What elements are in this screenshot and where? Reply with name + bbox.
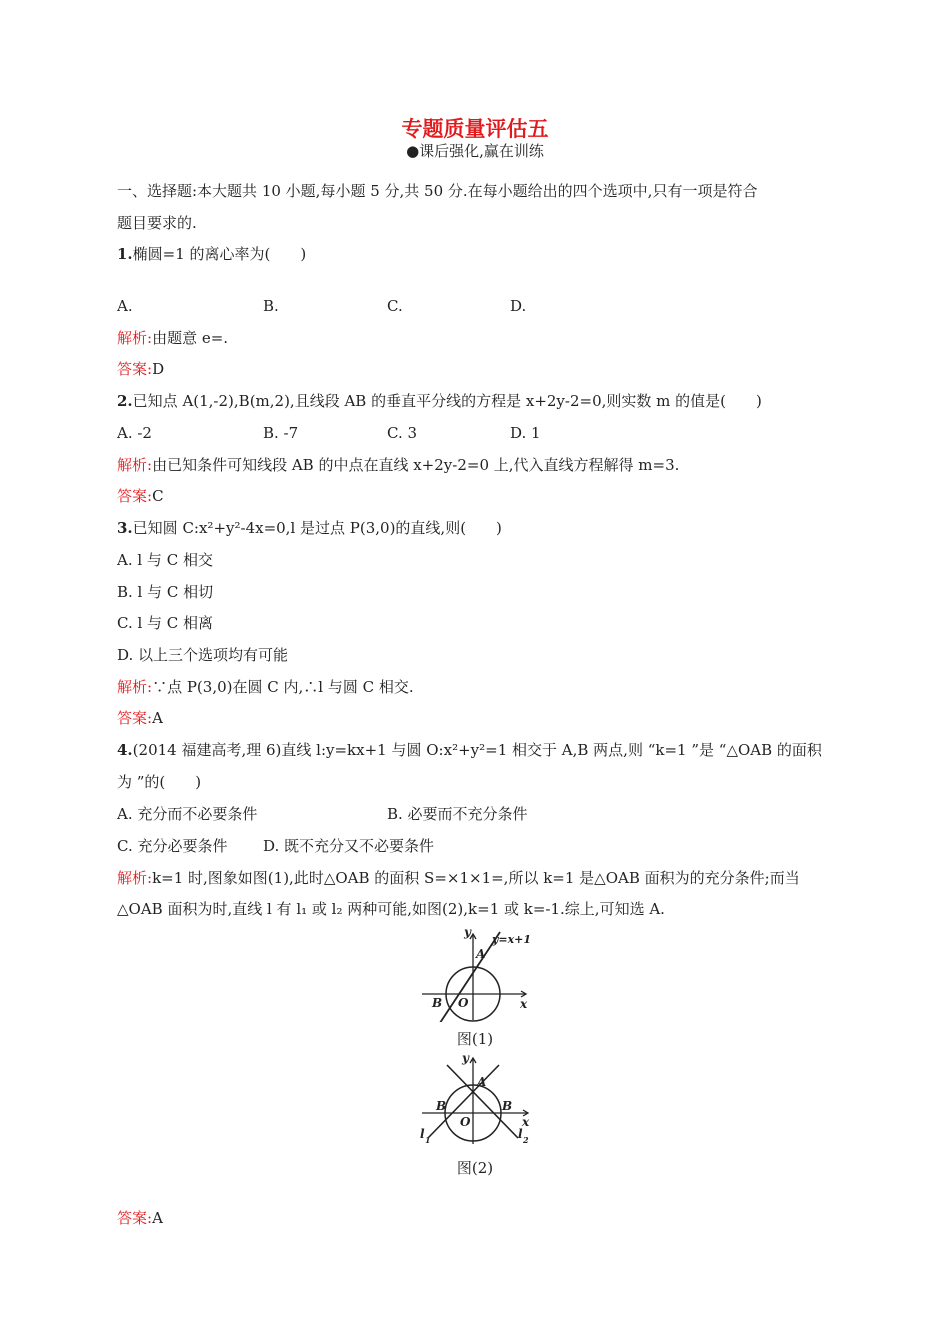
fig1-label-b: B xyxy=(432,996,443,1010)
q2-analysis-label: 解析: xyxy=(117,456,153,474)
q3-answer xyxy=(117,708,163,728)
q4-option-c: C. 充分必要条件 xyxy=(117,837,228,855)
q4-stem-text: (2014 福建高考,理 6)直线 l:y=kx+1 与圆 O:x²+y²=1 相交于 A,B 两点,则 “k=1 ”是 “△OAB 的面积 xyxy=(132,741,822,759)
q2-stem xyxy=(117,391,762,411)
q3-option-b: B. l 与 C 相切 xyxy=(117,583,214,601)
q3-option-d: D. 以上三个选项均有可能 xyxy=(117,646,289,664)
q1-answer xyxy=(117,359,164,379)
q3-option-a: A. l 与 C 相交 xyxy=(117,551,213,569)
q4-answer-label: 答案: xyxy=(117,1209,153,1227)
fig1-label-line: y=x+1 xyxy=(492,933,532,946)
q3-analysis xyxy=(117,677,414,697)
q1-analysis-text: 由题意 e=. xyxy=(152,329,229,347)
q1-analysis xyxy=(117,328,228,348)
q4-analysis-label: 解析: xyxy=(117,869,153,887)
q4-answer xyxy=(117,1208,163,1228)
q4-stem-line-1 xyxy=(117,740,822,760)
q2-answer-label: 答案: xyxy=(117,487,153,505)
q1-number: 1. xyxy=(117,245,133,263)
q2-option-b: B. -7 xyxy=(263,424,299,442)
q2-number: 2. xyxy=(117,392,133,410)
q2-answer xyxy=(117,486,164,506)
q2-analysis xyxy=(117,455,679,475)
fig1-label-x: x xyxy=(520,997,528,1011)
q4-answer-value: A xyxy=(152,1209,163,1227)
q1-option-d: D. xyxy=(510,297,527,315)
fig2-label-y: y xyxy=(462,1054,469,1065)
q4-option-b: B. 必要而不充分条件 xyxy=(387,805,528,823)
fig2-label-l1-sub: 1 xyxy=(425,1135,431,1145)
q2-stem-text: 已知点 A(1,-2),B(m,2),且线段 AB 的垂直平分线的方程是 x+2y-2=0,则实数 m 的值是( ) xyxy=(132,392,762,410)
figure-1-caption: 图(1) xyxy=(456,1030,494,1048)
q4-analysis-line-2: △OAB 面积为时,直线 l 有 l₁ 或 l₂ 两种可能,如图(2),k=1 或 k=-1.综上,可知选 A. xyxy=(117,900,665,918)
q1-stem xyxy=(117,244,306,264)
fig1-label-a: A xyxy=(476,947,486,961)
page-title: 专题质量评估五 xyxy=(401,117,549,141)
q4-analysis-text-1: k=1 时,图象如图(1),此时△OAB 的面积 S=×1×1=,所以 k=1 是△OAB 面积为的充分条件;而当 xyxy=(152,869,800,887)
fig2-label-a: A xyxy=(477,1075,487,1089)
q1-analysis-label: 解析: xyxy=(117,329,153,347)
q4-option-a: A. 充分而不必要条件 xyxy=(117,805,258,823)
q4-stem-line-2: 为 ”的( ) xyxy=(117,773,202,791)
q3-answer-value: A xyxy=(152,709,163,727)
figure-1 xyxy=(418,926,532,1022)
fig2-label-l1: l xyxy=(420,1127,425,1141)
fig1-label-y: y xyxy=(464,926,471,939)
fig2-label-o: O xyxy=(460,1115,471,1129)
q3-answer-label: 答案: xyxy=(117,709,153,727)
intro-line-1: 一、选择题:本大题共 10 小题,每小题 5 分,共 50 分.在每小题给出的四个选项中,只有一项是符合 xyxy=(117,182,758,200)
q1-answer-value: D xyxy=(152,360,165,378)
q4-analysis-line-1 xyxy=(117,868,800,888)
figure-2 xyxy=(416,1054,534,1146)
fig2-label-b-left: B xyxy=(436,1099,447,1113)
q1-answer-label: 答案: xyxy=(117,360,153,378)
fig2-label-l2-sub: 2 xyxy=(523,1135,529,1145)
fig2-label-x: x xyxy=(522,1115,530,1129)
q1-option-c: C. xyxy=(387,297,403,315)
q1-option-a: A. xyxy=(117,297,133,315)
q3-analysis-text: ∵点 P(3,0)在圆 C 内,∴l 与圆 C 相交. xyxy=(152,678,414,696)
q1-stem-text: 椭圆=1 的离心率为( ) xyxy=(132,245,307,263)
q4-number: 4. xyxy=(117,741,133,759)
fig2-label-l2: l xyxy=(518,1127,523,1141)
q1-option-b: B. xyxy=(263,297,279,315)
fig2-label-b-right: B xyxy=(502,1099,513,1113)
figure-2-caption: 图(2) xyxy=(456,1159,494,1177)
q2-option-a: A. -2 xyxy=(117,424,152,442)
q3-option-c: C. l 与 C 相离 xyxy=(117,614,214,632)
q2-analysis-text: 由已知条件可知线段 AB 的中点在直线 x+2y-2=0 上,代入直线方程解得 m=3. xyxy=(152,456,680,474)
q2-option-d: D. 1 xyxy=(510,424,541,442)
q2-option-c: C. 3 xyxy=(387,424,418,442)
q2-answer-value: C xyxy=(152,487,164,505)
q4-option-d: D. 既不充分又不必要条件 xyxy=(263,837,435,855)
intro-line-2: 题目要求的. xyxy=(117,214,197,232)
q3-analysis-label: 解析: xyxy=(117,678,153,696)
page-subtitle: ●课后强化,赢在训练 xyxy=(406,142,544,160)
q3-stem xyxy=(117,518,502,538)
q3-stem-text: 已知圆 C:x²+y²-4x=0,l 是过点 P(3,0)的直线,则( ) xyxy=(132,519,502,537)
fig1-label-o: O xyxy=(458,996,469,1010)
q3-number: 3. xyxy=(117,519,133,537)
